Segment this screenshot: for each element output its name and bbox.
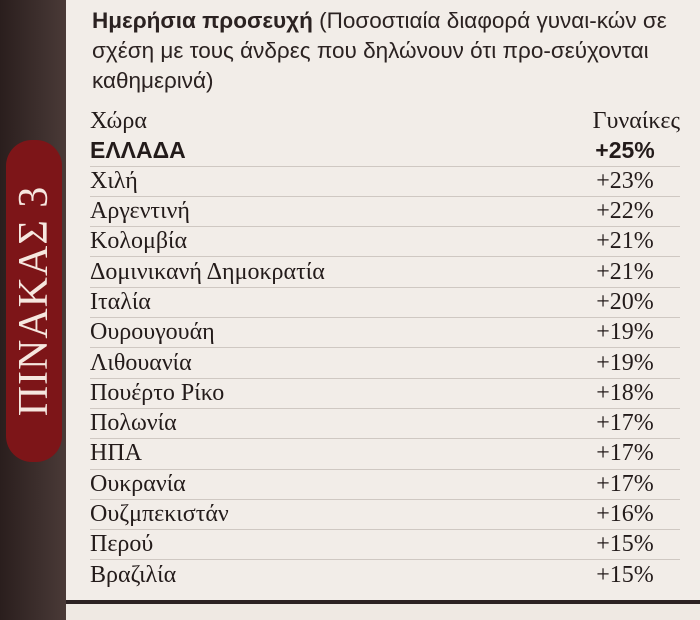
table-row — [90, 197, 680, 227]
country-value: +19% — [596, 319, 654, 346]
country-name: Κολομβία — [90, 228, 188, 255]
country-name: Ουζμπεκιστάν — [90, 501, 229, 527]
country-name: Ουρουγουάη — [90, 319, 215, 346]
table-row — [90, 409, 680, 439]
table-row — [90, 227, 680, 257]
table-row — [90, 560, 680, 590]
bottom-band — [66, 604, 700, 620]
table-row — [90, 500, 680, 530]
heading-description: (Ποσοστιαία διαφορά γυναι-κών σε σχέση με τους άνδρες που δηλώνουν ότι προ-σεύχονται καθημερινά) — [92, 8, 667, 93]
country-name: Ιταλία — [90, 288, 151, 315]
country-value: +17% — [596, 470, 654, 497]
country-value: +22% — [596, 198, 654, 225]
country-name: Λιθουανία — [90, 349, 192, 376]
table-heading — [92, 6, 684, 96]
table-row — [90, 439, 680, 469]
table-row — [90, 288, 680, 318]
table-row — [90, 348, 680, 378]
country-name: ΕΛΛΑΔΑ — [90, 137, 186, 164]
heading-lead: Ημερήσια προσευχή — [92, 8, 313, 33]
country-name: Βραζιλία — [90, 562, 177, 589]
column-header-women: Γυναίκες — [592, 107, 680, 134]
country-value: +23% — [596, 167, 654, 194]
table-row — [90, 379, 680, 409]
country-value: +25% — [595, 137, 655, 164]
table-row — [90, 257, 680, 287]
country-name: Ουκρανία — [90, 470, 186, 497]
table-row — [90, 136, 680, 166]
country-value: +15% — [596, 531, 654, 558]
table-row — [90, 530, 680, 560]
country-value: +19% — [596, 349, 654, 376]
country-value: +21% — [596, 258, 654, 285]
column-header-country: Χώρα — [90, 107, 147, 134]
table-row — [90, 318, 680, 348]
table-header-row — [90, 106, 680, 136]
country-value: +15% — [596, 562, 654, 589]
country-value: +21% — [596, 228, 654, 255]
data-table — [90, 106, 680, 591]
country-name: Χιλή — [90, 167, 138, 194]
country-name: Περού — [90, 531, 154, 558]
country-value: +17% — [596, 440, 654, 467]
country-name: Πολωνία — [90, 410, 177, 437]
table-card — [66, 0, 700, 620]
country-value: +18% — [596, 379, 654, 406]
country-name: Πουέρτο Ρίκο — [90, 379, 225, 406]
country-value: +17% — [596, 410, 654, 437]
country-value: +20% — [596, 288, 654, 315]
country-name: Δομινικανή Δημοκρατία — [90, 258, 325, 285]
side-tab-label: ΠΙΝΑΚΑΣ 3 — [11, 185, 57, 417]
country-name: ΗΠΑ — [90, 440, 142, 467]
table-row — [90, 470, 680, 500]
country-name: Αργεντινή — [90, 198, 190, 225]
table-row — [90, 167, 680, 197]
country-value: +16% — [596, 501, 654, 527]
